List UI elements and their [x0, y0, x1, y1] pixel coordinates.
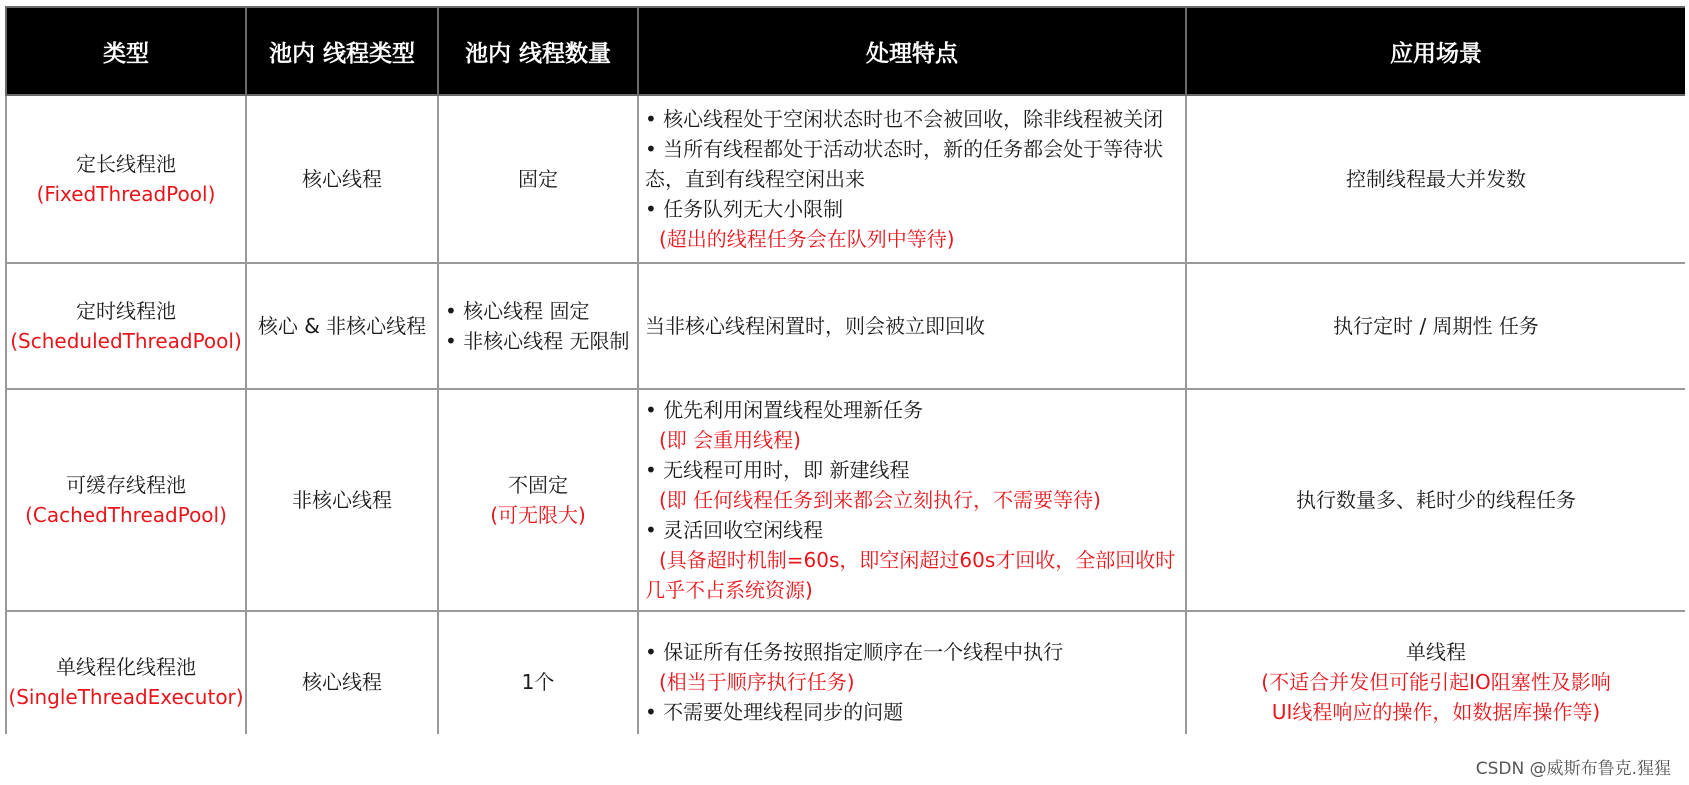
scenario-note: UI线程响应的操作，如数据库操作等)	[1271, 700, 1601, 724]
type-en: (SingleThreadExecutor)	[8, 685, 244, 709]
thread-count-item: • 核心线程 固定	[445, 296, 631, 326]
thread-count-item: • 非核心线程 无限制	[445, 326, 631, 356]
scenario-cell: 控制线程最大并发数	[1186, 95, 1685, 263]
type-cell	[6, 611, 246, 734]
header-scenario: 应用场景	[1186, 7, 1685, 95]
thread-count-cell	[438, 389, 638, 611]
feature-item: • 无线程可用时，即 新建线程	[645, 455, 1179, 485]
thread-type-cell: 核心 & 非核心线程	[246, 263, 438, 389]
header-features: 处理特点	[638, 7, 1186, 95]
thread-pool-comparison-table	[5, 6, 1685, 734]
thread-count-cell: 1个	[438, 611, 638, 734]
type-en: (FixedThreadPool)	[36, 182, 216, 206]
feature-item: • 保证所有任务按照指定顺序在一个线程中执行	[645, 637, 1179, 667]
thread-type-cell: 非核心线程	[246, 389, 438, 611]
feature-note: (超出的线程任务会在队列中等待)	[659, 227, 955, 251]
table	[5, 6, 1685, 734]
type-name: 定时线程池	[76, 299, 176, 323]
feature-item: • 核心线程处于空闲状态时也不会被回收，除非线程被关闭	[645, 104, 1179, 134]
header-thread-type: 池内 线程类型	[246, 7, 438, 95]
features-cell	[638, 95, 1186, 263]
table-row-scheduled	[6, 263, 1685, 389]
feature-item: • 当所有线程都处于活动状态时，新的任务都会处于等待状	[645, 134, 1179, 164]
type-en: (CachedThreadPool)	[25, 503, 227, 527]
header-type: 类型	[6, 7, 246, 95]
type-cell	[6, 389, 246, 611]
thread-count-cell	[438, 263, 638, 389]
scenario-cell	[1186, 611, 1685, 734]
feature-note: (具备超时机制=60s，即空闲超过60s才回收，全部回收时	[659, 548, 1176, 572]
type-cell	[6, 95, 246, 263]
thread-type-cell: 核心线程	[246, 95, 438, 263]
feature-note: (相当于顺序执行任务)	[659, 670, 855, 694]
feature-item: • 不需要处理线程同步的问题	[645, 697, 1179, 727]
table-row-single	[6, 611, 1685, 734]
feature-item: 当非核心线程闲置时，则会被立即回收	[645, 314, 985, 338]
table-row-fixed	[6, 95, 1685, 263]
feature-note: (即 任何线程任务到来都会立刻执行，不需要等待)	[659, 488, 1101, 512]
type-cell	[6, 263, 246, 389]
features-cell	[638, 389, 1186, 611]
thread-count-note: (可无限大)	[490, 503, 586, 527]
thread-type-cell: 核心线程	[246, 611, 438, 734]
feature-note: (即 会重用线程)	[659, 428, 801, 452]
thread-count-cell: 固定	[438, 95, 638, 263]
feature-item: • 优先利用闲置线程处理新任务	[645, 395, 1179, 425]
type-name: 可缓存线程池	[66, 473, 186, 497]
csdn-watermark: CSDN @威斯布鲁克.猩猩	[1475, 759, 1671, 779]
header-row	[6, 7, 1685, 95]
feature-item: • 任务队列无大小限制	[645, 194, 1179, 224]
scenario-note: (不适合并发但可能引起IO阻塞性及影响	[1261, 670, 1611, 694]
feature-item: • 灵活回收空闲线程	[645, 515, 1179, 545]
feature-item-continued: 态，直到有线程空闲出来	[645, 167, 865, 191]
scenario-cell: 执行数量多、耗时少的线程任务	[1186, 389, 1685, 611]
thread-count-value: 不固定	[508, 473, 568, 497]
type-en: (ScheduledThreadPool)	[10, 329, 242, 353]
scenario-value: 单线程	[1406, 640, 1466, 664]
scenario-cell: 执行定时 / 周期性 任务	[1186, 263, 1685, 389]
features-cell	[638, 263, 1186, 389]
type-name: 单线程化线程池	[56, 655, 196, 679]
table-row-cached	[6, 389, 1685, 611]
features-cell	[638, 611, 1186, 734]
header-thread-count: 池内 线程数量	[438, 7, 638, 95]
type-name: 定长线程池	[76, 152, 176, 176]
feature-note-continued: 几乎不占系统资源)	[645, 578, 813, 602]
